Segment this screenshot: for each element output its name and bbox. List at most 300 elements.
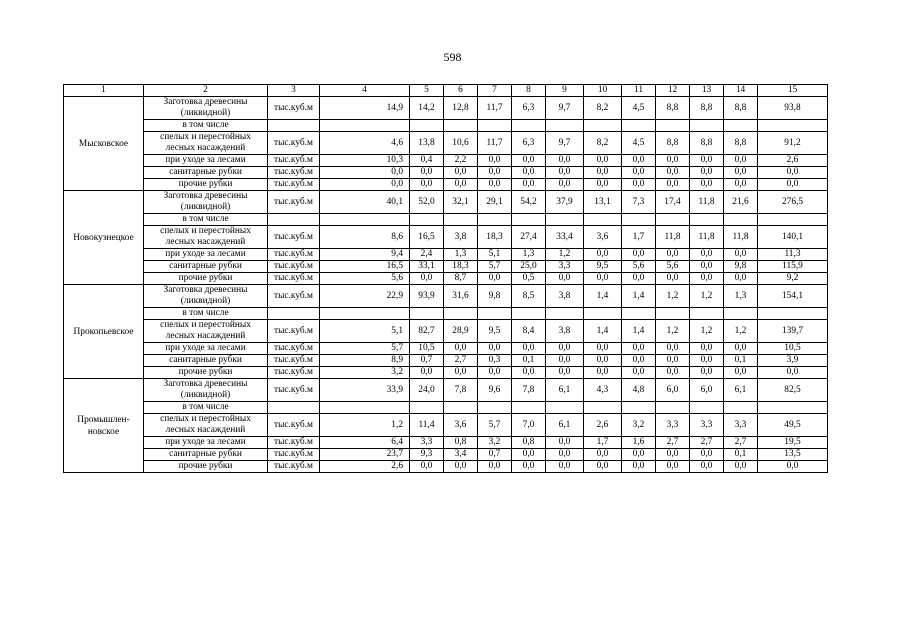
value-cell: 1,7 xyxy=(622,226,656,249)
total-value-cell: 19,5 xyxy=(758,437,828,449)
unit-cell xyxy=(268,120,320,132)
value-cell: 1,4 xyxy=(622,285,656,308)
value-cell: 0,0 xyxy=(320,167,410,179)
value-cell xyxy=(320,120,410,132)
harvest-category: санитарные рубки xyxy=(144,449,268,461)
table-row xyxy=(64,379,828,402)
value-cell: 0,1 xyxy=(724,355,758,367)
table-row xyxy=(64,402,828,414)
value-cell: 0,4 xyxy=(410,155,444,167)
harvest-category: при уходе за лесами xyxy=(144,155,268,167)
value-cell: 1,4 xyxy=(622,320,656,343)
value-cell: 0,0 xyxy=(546,167,584,179)
value-cell: 5,1 xyxy=(478,249,512,261)
value-cell: 0,0 xyxy=(410,167,444,179)
value-cell: 0,0 xyxy=(584,167,622,179)
value-cell xyxy=(410,214,444,226)
unit-cell: тыс.куб.м xyxy=(268,320,320,343)
table-row xyxy=(64,179,828,191)
value-cell: 4,5 xyxy=(622,97,656,120)
value-cell: 0,5 xyxy=(512,273,546,285)
total-value-cell: 154,1 xyxy=(758,285,828,308)
value-cell: 28,9 xyxy=(444,320,478,343)
value-cell: 0,0 xyxy=(584,449,622,461)
value-cell: 0,0 xyxy=(512,155,546,167)
value-cell: 3,2 xyxy=(320,367,410,379)
value-cell: 0,0 xyxy=(690,449,724,461)
value-cell: 0,0 xyxy=(724,461,758,473)
value-cell xyxy=(622,308,656,320)
value-cell: 0,0 xyxy=(690,179,724,191)
value-cell: 14,9 xyxy=(320,97,410,120)
value-cell: 3,3 xyxy=(656,414,690,437)
total-value-cell: 0,0 xyxy=(758,461,828,473)
total-value-cell: 0,0 xyxy=(758,167,828,179)
value-cell: 0,0 xyxy=(622,249,656,261)
value-cell xyxy=(444,214,478,226)
harvest-category: спелых и перестойных лесных насаждений xyxy=(144,320,268,343)
value-cell: 5,6 xyxy=(320,273,410,285)
total-value-cell xyxy=(758,120,828,132)
value-cell: 5,6 xyxy=(622,261,656,273)
table-row xyxy=(64,167,828,179)
value-cell: 11,8 xyxy=(690,226,724,249)
value-cell: 3,4 xyxy=(444,449,478,461)
value-cell: 17,4 xyxy=(656,191,690,214)
forestry-region-name: Новокузнецкое xyxy=(64,191,144,285)
value-cell: 7,3 xyxy=(622,191,656,214)
value-cell: 2,7 xyxy=(444,355,478,367)
total-value-cell: 276,5 xyxy=(758,191,828,214)
value-cell xyxy=(320,214,410,226)
value-cell: 2,6 xyxy=(584,414,622,437)
value-cell: 8,8 xyxy=(724,132,758,155)
table-row xyxy=(64,320,828,343)
value-cell: 52,0 xyxy=(410,191,444,214)
column-number-cell: 11 xyxy=(622,85,656,97)
value-cell: 54,2 xyxy=(512,191,546,214)
value-cell xyxy=(584,308,622,320)
unit-cell: тыс.куб.м xyxy=(268,179,320,191)
value-cell: 6,1 xyxy=(724,379,758,402)
value-cell: 0,0 xyxy=(512,167,546,179)
value-cell: 8,6 xyxy=(320,226,410,249)
table-row xyxy=(64,132,828,155)
value-cell: 0,0 xyxy=(478,273,512,285)
value-cell: 5,7 xyxy=(478,261,512,273)
column-number-cell: 4 xyxy=(320,85,410,97)
value-cell: 0,1 xyxy=(724,449,758,461)
value-cell: 0,0 xyxy=(320,179,410,191)
value-cell: 0,0 xyxy=(546,155,584,167)
value-cell: 3,3 xyxy=(724,414,758,437)
value-cell: 10,3 xyxy=(320,155,410,167)
value-cell: 21,6 xyxy=(724,191,758,214)
value-cell: 0,0 xyxy=(546,179,584,191)
harvest-category: спелых и перестойных лесных насаждений xyxy=(144,132,268,155)
value-cell xyxy=(724,120,758,132)
value-cell: 5,7 xyxy=(478,414,512,437)
value-cell: 11,8 xyxy=(724,226,758,249)
value-cell: 1,3 xyxy=(512,249,546,261)
value-cell: 9,5 xyxy=(478,320,512,343)
table-row xyxy=(64,461,828,473)
value-cell: 9,3 xyxy=(410,449,444,461)
value-cell xyxy=(478,214,512,226)
table-row xyxy=(64,308,828,320)
table-row xyxy=(64,414,828,437)
value-cell: 9,5 xyxy=(584,261,622,273)
value-cell: 6,4 xyxy=(320,437,410,449)
value-cell: 1,2 xyxy=(320,414,410,437)
harvest-category: санитарные рубки xyxy=(144,355,268,367)
value-cell: 0,0 xyxy=(584,355,622,367)
value-cell: 3,3 xyxy=(410,437,444,449)
value-cell: 93,9 xyxy=(410,285,444,308)
unit-cell: тыс.куб.м xyxy=(268,379,320,402)
unit-cell: тыс.куб.м xyxy=(268,461,320,473)
value-cell: 0,0 xyxy=(410,273,444,285)
column-number-cell: 12 xyxy=(656,85,690,97)
unit-cell: тыс.куб.м xyxy=(268,249,320,261)
value-cell: 13,8 xyxy=(410,132,444,155)
value-cell: 8,5 xyxy=(512,285,546,308)
total-value-cell: 93,8 xyxy=(758,97,828,120)
value-cell: 8,4 xyxy=(512,320,546,343)
value-cell: 0,0 xyxy=(690,167,724,179)
value-cell: 0,0 xyxy=(444,179,478,191)
value-cell: 0,0 xyxy=(512,343,546,355)
value-cell: 0,0 xyxy=(410,367,444,379)
value-cell: 1,2 xyxy=(656,320,690,343)
value-cell xyxy=(546,402,584,414)
value-cell xyxy=(690,214,724,226)
value-cell: 32,1 xyxy=(444,191,478,214)
value-cell: 0,7 xyxy=(410,355,444,367)
value-cell: 11,8 xyxy=(656,226,690,249)
value-cell xyxy=(320,402,410,414)
value-cell: 0,0 xyxy=(724,167,758,179)
page-number: 598 xyxy=(443,50,462,64)
value-cell xyxy=(724,214,758,226)
value-cell: 6,1 xyxy=(546,414,584,437)
value-cell: 0,0 xyxy=(478,167,512,179)
column-number-cell: 3 xyxy=(268,85,320,97)
value-cell: 0,0 xyxy=(690,261,724,273)
table-row xyxy=(64,285,828,308)
column-number-cell: 7 xyxy=(478,85,512,97)
value-cell: 13,1 xyxy=(584,191,622,214)
value-cell: 3,3 xyxy=(546,261,584,273)
table-row xyxy=(64,367,828,379)
value-cell: 7,8 xyxy=(512,379,546,402)
value-cell: 18,3 xyxy=(444,261,478,273)
value-cell: 0,0 xyxy=(478,461,512,473)
value-cell xyxy=(512,120,546,132)
value-cell: 37,9 xyxy=(546,191,584,214)
value-cell: 0,0 xyxy=(724,367,758,379)
value-cell: 0,0 xyxy=(584,367,622,379)
value-cell xyxy=(584,120,622,132)
total-value-cell: 10,5 xyxy=(758,343,828,355)
column-number-cell: 5 xyxy=(410,85,444,97)
value-cell: 0,0 xyxy=(584,343,622,355)
value-cell: 1,3 xyxy=(444,249,478,261)
unit-cell: тыс.куб.м xyxy=(268,191,320,214)
unit-cell xyxy=(268,402,320,414)
unit-cell xyxy=(268,214,320,226)
value-cell: 2,6 xyxy=(320,461,410,473)
harvest-category: Заготовка древесины (ликвидной) xyxy=(144,191,268,214)
value-cell: 0,0 xyxy=(690,343,724,355)
table-row xyxy=(64,273,828,285)
value-cell: 0,0 xyxy=(512,449,546,461)
value-cell: 9,8 xyxy=(724,261,758,273)
total-value-cell: 11,3 xyxy=(758,249,828,261)
value-cell: 0,0 xyxy=(724,179,758,191)
value-cell: 33,9 xyxy=(320,379,410,402)
unit-cell: тыс.куб.м xyxy=(268,97,320,120)
value-cell: 3,2 xyxy=(622,414,656,437)
value-cell: 0,0 xyxy=(622,167,656,179)
value-cell xyxy=(584,402,622,414)
value-cell: 0,0 xyxy=(478,367,512,379)
unit-cell: тыс.куб.м xyxy=(268,343,320,355)
value-cell: 0,0 xyxy=(656,249,690,261)
value-cell: 0,0 xyxy=(690,461,724,473)
value-cell: 0,0 xyxy=(444,461,478,473)
harvest-category: прочие рубки xyxy=(144,461,268,473)
value-cell: 0,7 xyxy=(478,449,512,461)
value-cell: 0,0 xyxy=(512,461,546,473)
unit-cell: тыс.куб.м xyxy=(268,155,320,167)
value-cell: 0,0 xyxy=(724,273,758,285)
value-cell: 11,7 xyxy=(478,97,512,120)
value-cell xyxy=(724,308,758,320)
total-value-cell: 115,9 xyxy=(758,261,828,273)
total-value-cell xyxy=(758,308,828,320)
total-value-cell: 9,2 xyxy=(758,273,828,285)
table-row xyxy=(64,120,828,132)
table-row xyxy=(64,97,828,120)
value-cell: 2,4 xyxy=(410,249,444,261)
value-cell: 0,0 xyxy=(622,449,656,461)
value-cell: 0,3 xyxy=(478,355,512,367)
unit-cell: тыс.куб.м xyxy=(268,437,320,449)
harvest-category: прочие рубки xyxy=(144,179,268,191)
unit-cell: тыс.куб.м xyxy=(268,367,320,379)
value-cell: 6,1 xyxy=(546,379,584,402)
value-cell: 0,0 xyxy=(690,155,724,167)
total-value-cell: 139,7 xyxy=(758,320,828,343)
value-cell: 3,6 xyxy=(444,414,478,437)
value-cell: 25,0 xyxy=(512,261,546,273)
value-cell: 0,0 xyxy=(656,367,690,379)
value-cell: 0,0 xyxy=(584,179,622,191)
value-cell: 8,8 xyxy=(690,132,724,155)
value-cell: 11,4 xyxy=(410,414,444,437)
value-cell: 0,8 xyxy=(444,437,478,449)
value-cell xyxy=(622,214,656,226)
table-row xyxy=(64,437,828,449)
column-number-row xyxy=(64,85,828,97)
value-cell xyxy=(656,308,690,320)
table-row xyxy=(64,355,828,367)
value-cell: 0,0 xyxy=(584,273,622,285)
value-cell xyxy=(546,214,584,226)
value-cell: 0,0 xyxy=(622,155,656,167)
column-number-cell: 6 xyxy=(444,85,478,97)
value-cell xyxy=(444,308,478,320)
value-cell: 0,0 xyxy=(656,355,690,367)
value-cell xyxy=(410,308,444,320)
table-row xyxy=(64,214,828,226)
value-cell xyxy=(690,308,724,320)
column-number-cell: 14 xyxy=(724,85,758,97)
column-number-cell: 13 xyxy=(690,85,724,97)
value-cell: 0,0 xyxy=(478,343,512,355)
value-cell: 8,7 xyxy=(444,273,478,285)
value-cell: 1,2 xyxy=(656,285,690,308)
value-cell xyxy=(622,402,656,414)
value-cell: 3,2 xyxy=(478,437,512,449)
value-cell: 0,0 xyxy=(478,179,512,191)
value-cell: 8,8 xyxy=(690,97,724,120)
unit-cell: тыс.куб.м xyxy=(268,449,320,461)
value-cell: 3,8 xyxy=(444,226,478,249)
value-cell: 5,6 xyxy=(656,261,690,273)
harvest-category: спелых и перестойных лесных насаждений xyxy=(144,226,268,249)
value-cell: 1,2 xyxy=(724,320,758,343)
value-cell: 0,0 xyxy=(622,179,656,191)
value-cell: 4,3 xyxy=(584,379,622,402)
column-number-cell: 8 xyxy=(512,85,546,97)
value-cell xyxy=(320,308,410,320)
value-cell: 0,0 xyxy=(656,461,690,473)
value-cell xyxy=(656,402,690,414)
value-cell: 6,0 xyxy=(656,379,690,402)
value-cell: 3,3 xyxy=(690,414,724,437)
value-cell xyxy=(690,120,724,132)
forestry-region-name: Промышлен-новское xyxy=(64,379,144,473)
value-cell: 0,0 xyxy=(512,367,546,379)
harvest-category: Заготовка древесины (ликвидной) xyxy=(144,97,268,120)
value-cell: 0,0 xyxy=(546,355,584,367)
value-cell: 2,7 xyxy=(690,437,724,449)
value-cell: 0,0 xyxy=(410,461,444,473)
total-value-cell xyxy=(758,402,828,414)
value-cell: 0,0 xyxy=(724,343,758,355)
value-cell: 82,7 xyxy=(410,320,444,343)
unit-cell xyxy=(268,308,320,320)
forestry-region-name: Мысковское xyxy=(64,97,144,191)
value-cell: 9,7 xyxy=(546,132,584,155)
table-row xyxy=(64,449,828,461)
value-cell: 31,6 xyxy=(444,285,478,308)
value-cell: 0,0 xyxy=(656,273,690,285)
total-value-cell: 140,1 xyxy=(758,226,828,249)
value-cell: 11,8 xyxy=(690,191,724,214)
harvest-category: в том числе xyxy=(144,214,268,226)
value-cell: 3,8 xyxy=(546,320,584,343)
unit-cell: тыс.куб.м xyxy=(268,414,320,437)
value-cell: 0,0 xyxy=(444,343,478,355)
value-cell xyxy=(584,214,622,226)
value-cell xyxy=(656,120,690,132)
value-cell: 0,0 xyxy=(656,343,690,355)
harvest-category: в том числе xyxy=(144,402,268,414)
value-cell xyxy=(410,120,444,132)
value-cell: 0,0 xyxy=(622,273,656,285)
column-number-cell: 10 xyxy=(584,85,622,97)
value-cell: 9,8 xyxy=(478,285,512,308)
table-row xyxy=(64,261,828,273)
value-cell: 2,7 xyxy=(656,437,690,449)
value-cell: 16,5 xyxy=(410,226,444,249)
value-cell: 0,0 xyxy=(622,367,656,379)
value-cell: 18,3 xyxy=(478,226,512,249)
value-cell xyxy=(478,308,512,320)
value-cell: 6,3 xyxy=(512,132,546,155)
harvest-category: санитарные рубки xyxy=(144,261,268,273)
value-cell: 1,4 xyxy=(584,285,622,308)
value-cell: 33,4 xyxy=(546,226,584,249)
value-cell: 2,7 xyxy=(724,437,758,449)
value-cell: 1,6 xyxy=(622,437,656,449)
value-cell: 0,0 xyxy=(546,343,584,355)
value-cell: 0,0 xyxy=(478,155,512,167)
column-number-cell: 1 xyxy=(64,85,144,97)
value-cell: 1,7 xyxy=(584,437,622,449)
total-value-cell: 91,2 xyxy=(758,132,828,155)
total-value-cell: 49,5 xyxy=(758,414,828,437)
value-cell xyxy=(478,402,512,414)
value-cell: 8,8 xyxy=(724,97,758,120)
value-cell: 0,0 xyxy=(724,249,758,261)
value-cell xyxy=(478,120,512,132)
harvest-category: санитарные рубки xyxy=(144,167,268,179)
value-cell xyxy=(690,402,724,414)
value-cell: 0,0 xyxy=(690,355,724,367)
total-value-cell: 82,5 xyxy=(758,379,828,402)
value-cell xyxy=(512,308,546,320)
value-cell: 0,0 xyxy=(546,273,584,285)
total-value-cell: 13,5 xyxy=(758,449,828,461)
value-cell: 7,0 xyxy=(512,414,546,437)
value-cell: 8,2 xyxy=(584,97,622,120)
value-cell: 0,0 xyxy=(724,155,758,167)
value-cell: 6,0 xyxy=(690,379,724,402)
value-cell: 22,9 xyxy=(320,285,410,308)
value-cell: 0,0 xyxy=(584,155,622,167)
total-value-cell: 2,6 xyxy=(758,155,828,167)
value-cell: 9,6 xyxy=(478,379,512,402)
unit-cell: тыс.куб.м xyxy=(268,355,320,367)
value-cell: 5,7 xyxy=(320,343,410,355)
total-value-cell: 0,0 xyxy=(758,367,828,379)
value-cell: 0,0 xyxy=(584,249,622,261)
value-cell: 7,8 xyxy=(444,379,478,402)
value-cell: 14,2 xyxy=(410,97,444,120)
table-row xyxy=(64,249,828,261)
value-cell: 0,0 xyxy=(656,179,690,191)
value-cell: 29,1 xyxy=(478,191,512,214)
value-cell: 24,0 xyxy=(410,379,444,402)
value-cell: 2,2 xyxy=(444,155,478,167)
value-cell: 1,3 xyxy=(724,285,758,308)
value-cell: 0,0 xyxy=(444,167,478,179)
value-cell: 0,0 xyxy=(546,461,584,473)
